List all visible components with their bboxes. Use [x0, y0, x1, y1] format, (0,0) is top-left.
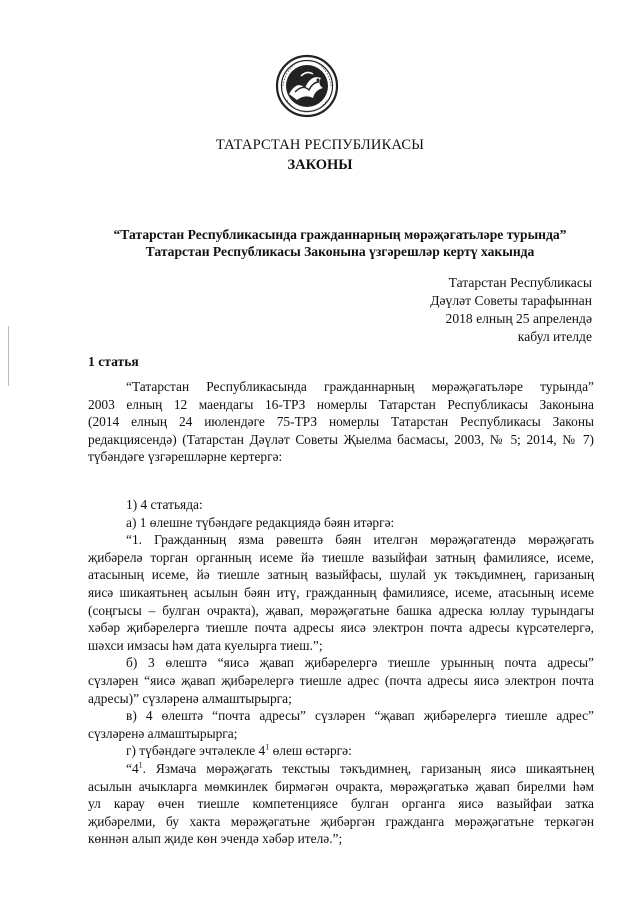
quote1-line: хәбәр җибәрелергә тиешле почта адресы яисә электрон почта адресы күрсәтелергә,: [88, 620, 594, 636]
quote2-sup: 1: [138, 760, 143, 770]
law-title-line-1: “Татарстан Республикасында гражданнарның мөрәҗәгатьләре турында”: [113, 227, 567, 242]
intro-line: түбәндәге үзгәрешләрне кертергә:: [88, 449, 283, 465]
item-d: [88, 742, 594, 760]
article-items: [88, 496, 594, 848]
quote2-line: җибәрелми, бу хакта мөрәҗәгатьне җибәргән гражданга мөрәҗәгатьне теркәгән: [88, 813, 594, 829]
quote2-line: асылын ачыкларга мөмкинлек бирмәгән очракта, мөрәҗәгатькә җавап бирелми һәм: [88, 778, 594, 794]
adoption-line: кабул ителде: [517, 329, 592, 344]
intro-line: (2014 елның 24 июлендәге 75-ТРЗ номерлы Татарстан Республикасы Законы: [88, 414, 594, 430]
item-d-sup: 1: [265, 742, 270, 752]
law-title-line-2: Татарстан Республикасы Законына үзгәрешләр кертү хакында: [145, 244, 535, 259]
adoption-line: 2018 елның 25 апрелендә: [445, 311, 592, 326]
quote2-line: ул карау өчен тиешле компетенциясе булган органга яисә вазыйфаи затка: [88, 796, 594, 812]
scan-margin-mark: [8, 326, 9, 386]
coat-of-arms-emblem: [275, 54, 339, 118]
quote1-line: яисә шикаятьнең асылын бәян итү, гражданның фамилиясе, исеме, атасының исеме: [88, 584, 594, 600]
article-heading: 1 статья: [88, 354, 139, 369]
item-c-line: сүзләренә алмаштырырга;: [88, 725, 238, 741]
intro-line: редакциясендә) (Татарстан Дәүләт Советы Җыелма басмасы, 2003, № 5; 2014, № 7): [88, 431, 594, 447]
item-1: 1) 4 статьяда:: [126, 497, 203, 512]
quote1-line: шәхси имзасы һәм дата куелырга тиеш.”;: [88, 637, 323, 653]
republic-heading: ТАТАРСТАН РЕСПУБЛИКАСЫ: [215, 137, 425, 153]
item-d-text: г) түбәндәге эчтәлекле 4: [126, 743, 266, 759]
item-b-line: б) 3 өлештә “яисә җавап җибәрелергә тиешле урынның почта адресы”: [126, 655, 594, 671]
law-heading: ЗАКОНЫ: [287, 157, 353, 173]
quote1-line: җибәрелә торган органның исеме йә тиешле вазыйфаи затның фамилиясе, исеме,: [88, 549, 594, 565]
item-b-line: адресы)” сүзләренә алмаштырырга;: [88, 690, 292, 706]
item-b-line: сүзләрен “яисә җавап җибәрелергә тиешле адрес (почта адресы яисә электрон почта: [88, 672, 594, 688]
quote2-first-line: [88, 760, 594, 778]
quote2-line: көннән алып җиде көн эчендә хәбәр ителә.”;: [88, 831, 343, 847]
adoption-line: Дәүләт Советы тарафыннан: [430, 293, 592, 308]
adoption-note: [430, 274, 592, 346]
item-d-text: өлеш өстәргә:: [269, 743, 352, 759]
quote2-text: . Язмача мөрәҗәгать текстыы тәкъдимнең, гаризаның яисә шикаятьнең: [142, 760, 594, 776]
item-a: а) 1 өлешне түбәндәге редакциядә бәян итәргә:: [126, 514, 395, 530]
quote1-line: (соңгысы – булган очракта), җавап, мөрәҗәгатьне башка адреска юллау турындагы: [88, 602, 594, 618]
intro-line: “Татарстан Республикасында гражданнарның мөрәҗәгатьләре турында”: [126, 379, 594, 394]
quote1-line: “1. Гражданның язма рәвештә бәян ителгән мөрәҗәгатендә мөрәҗәгать: [126, 532, 594, 548]
quote2-text: “4: [126, 760, 139, 776]
intro-line: 2003 елның 12 маендагы 16-ТРЗ номерлы Татарстан Республикасы Законына: [88, 396, 594, 412]
article-intro: [88, 378, 594, 466]
quote1-line: атасының исеме, йә тиешле затның вазыйфасы, шулай ук тәкъдимнең, гаризаның: [88, 567, 594, 583]
item-c-line: в) 4 өлештә “почта адресы” сүзләрен “җавап җибәрелергә тиешле адрес”: [126, 708, 594, 724]
adoption-line: Татарстан Республикасы: [448, 275, 592, 290]
